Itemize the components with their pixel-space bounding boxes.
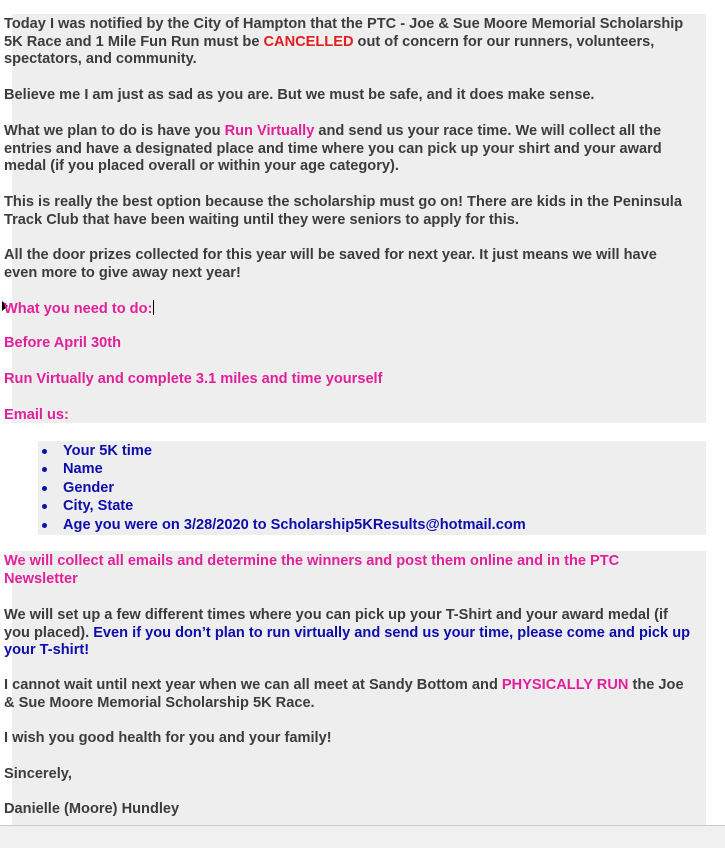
todo-heading-text: What you need to do:	[4, 301, 153, 317]
best-option-paragraph: This is really the best option because the scholarship must go on! There are kids in the Peninsula Track Club that have been waiting until they were seniors to apply for this.	[4, 194, 682, 228]
list-item: Name	[38, 460, 526, 478]
health-paragraph: I wish you good health for you and your family!	[4, 730, 332, 746]
list-item: Your 5K time	[38, 442, 526, 460]
intro-text-end: out of concern for our runners, volunteers, spectators, and community.	[4, 33, 655, 68]
next-year-text-end: the Joe & Sue Moore Memorial Scholarship 5K Race.	[4, 677, 684, 711]
list-item: City, State	[38, 497, 526, 515]
door-prizes-paragraph: All the door prizes collected for this year will be saved for next year. It just means we will have even more to give away next year!	[4, 247, 657, 281]
intro-paragraph	[4, 16, 692, 69]
sincerely-line: Sincerely,	[4, 766, 72, 782]
pickup-text: We will set up a few different times where you can pick up your T-Shirt and your award medal (if you placed).	[4, 607, 668, 641]
plan-text-end: and send us your race time. We will collect all the entries and have a designated place and time where you can pick up your shirt and your award medal (if you placed overall or within your age category).	[4, 123, 662, 175]
deadline-line: Before April 30th	[4, 335, 122, 351]
pickup-blue-text: Even if you don’t plan to run virtually and send us your time, please come and pick up your T-shirt!	[4, 624, 691, 659]
list-item: Age you were on 3/28/2020 to Scholarship5KResults@hotmail.com	[38, 516, 526, 534]
next-year-text: I cannot wait until next year when we can all meet at Sandy Bottom and	[4, 677, 502, 693]
cancelled-word: CANCELLED	[263, 33, 354, 50]
todo-heading[interactable]	[4, 300, 692, 319]
text-caret	[153, 300, 154, 315]
signature-line: Danielle (Moore) Hundley	[4, 801, 180, 817]
pickup-paragraph	[4, 607, 692, 660]
email-us-line: Email us:	[4, 407, 69, 423]
intro-text: Today I was notified by the City of Hampton that the PTC - Joe & Sue Moore Memorial Scholarship 5K Race and 1 Mile Fun Run must be	[4, 16, 684, 50]
physically-run-text: PHYSICALLY RUN	[501, 677, 629, 693]
collect-paragraph: We will collect all emails and determine the winners and post them online and in the PTC Newsletter	[4, 553, 620, 587]
instruction-line: Run Virtually and complete 3.1 miles and time yourself	[4, 371, 383, 387]
bottom-status-bar	[0, 825, 725, 848]
plan-paragraph	[4, 123, 692, 176]
plan-text: What we plan to do is have you	[4, 123, 225, 139]
next-year-paragraph	[4, 677, 692, 712]
list-item: Gender	[38, 479, 526, 497]
sad-paragraph: Believe me I am just as sad as you are. But we must be safe, and it does make sense.	[4, 87, 595, 103]
run-virtually-link-text: Run Virtually	[224, 123, 315, 139]
email-items-list	[38, 442, 526, 534]
